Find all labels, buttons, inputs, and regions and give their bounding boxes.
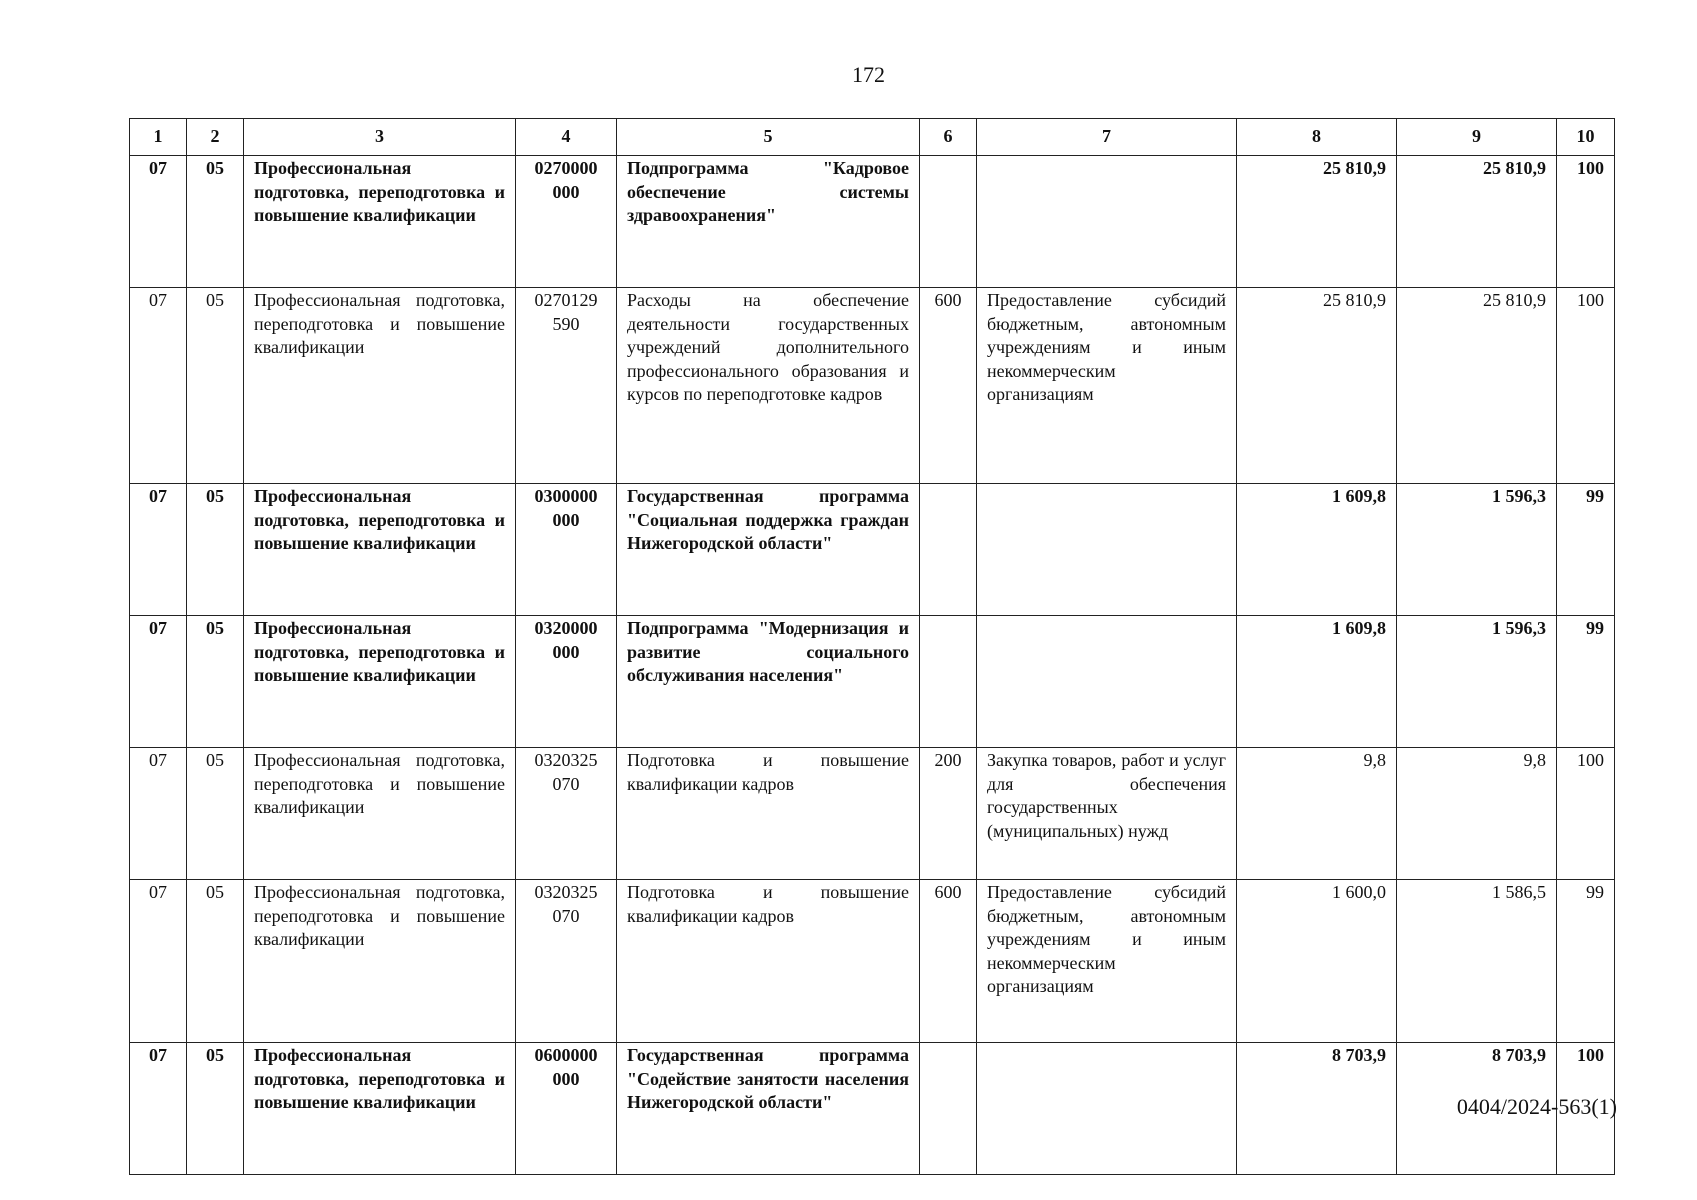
code-cell: 0320000 000 bbox=[516, 616, 617, 748]
fact-amount-cell: 1 596,3 bbox=[1397, 616, 1557, 748]
name-cell: Профессиональная подготовка, переподготовка и повышение квалификации bbox=[244, 616, 516, 748]
description-cell: Подготовка и повышение квалификации кадров bbox=[617, 748, 920, 880]
percent-cell: 99 bbox=[1557, 484, 1615, 616]
percent-cell: 100 bbox=[1557, 748, 1615, 880]
code-cell: 0270000 000 bbox=[516, 156, 617, 288]
plan-amount-cell: 9,8 bbox=[1237, 748, 1397, 880]
budget-table bbox=[129, 118, 1615, 1175]
plan-amount-cell: 1 609,8 bbox=[1237, 484, 1397, 616]
column-header-7: 7 bbox=[977, 119, 1237, 156]
plan-amount-cell: 25 810,9 bbox=[1237, 156, 1397, 288]
expense-type-code-cell bbox=[920, 156, 977, 288]
code-cell: 0270129 590 bbox=[516, 288, 617, 484]
column-header-6: 6 bbox=[920, 119, 977, 156]
percent-cell: 100 bbox=[1557, 1043, 1615, 1175]
name-cell: Профессиональная подготовка, переподготовка и повышение квалификации bbox=[244, 880, 516, 1043]
subsection-cell: 05 bbox=[187, 880, 244, 1043]
table-row bbox=[130, 288, 1615, 484]
fact-amount-cell: 25 810,9 bbox=[1397, 156, 1557, 288]
subsection-cell: 05 bbox=[187, 484, 244, 616]
description-cell: Расходы на обеспечение деятельности государственных учреждений дополнительного профессионального образования и курсов по переподготовке кадров bbox=[617, 288, 920, 484]
expense-type-name-cell: Предоставление субсидий бюджетным, автономным учреждениям и иным некоммерческим организациям bbox=[977, 880, 1237, 1043]
expense-type-name-cell bbox=[977, 616, 1237, 748]
table-row bbox=[130, 156, 1615, 288]
name-cell: Профессиональная подготовка, переподготовка и повышение квалификации bbox=[244, 156, 516, 288]
subsection-cell: 05 bbox=[187, 616, 244, 748]
subsection-cell: 05 bbox=[187, 1043, 244, 1175]
section-cell: 07 bbox=[130, 880, 187, 1043]
description-cell: Подготовка и повышение квалификации кадров bbox=[617, 880, 920, 1043]
percent-cell: 99 bbox=[1557, 616, 1615, 748]
section-cell: 07 bbox=[130, 748, 187, 880]
subsection-cell: 05 bbox=[187, 156, 244, 288]
table-row bbox=[130, 880, 1615, 1043]
description-cell: Государственная программа "Социальная поддержка граждан Нижегородской области" bbox=[617, 484, 920, 616]
expense-type-code-cell: 200 bbox=[920, 748, 977, 880]
code-cell: 0320325 070 bbox=[516, 880, 617, 1043]
section-cell: 07 bbox=[130, 616, 187, 748]
plan-amount-cell: 25 810,9 bbox=[1237, 288, 1397, 484]
plan-amount-cell: 8 703,9 bbox=[1237, 1043, 1397, 1175]
plan-amount-cell: 1 600,0 bbox=[1237, 880, 1397, 1043]
fact-amount-cell: 25 810,9 bbox=[1397, 288, 1557, 484]
document-id: 0404/2024-563(1) bbox=[1456, 1094, 1617, 1119]
expense-type-code-cell bbox=[920, 484, 977, 616]
expense-type-name-cell: Предоставление субсидий бюджетным, автономным учреждениям и иным некоммерческим организациям bbox=[977, 288, 1237, 484]
expense-type-name-cell bbox=[977, 156, 1237, 288]
table-row bbox=[130, 616, 1615, 748]
column-header-5: 5 bbox=[617, 119, 920, 156]
table-row bbox=[130, 1043, 1615, 1175]
table-body bbox=[130, 156, 1615, 1175]
description-cell: Государственная программа "Содействие занятости населения Нижегородской области" bbox=[617, 1043, 920, 1175]
fact-amount-cell: 1 596,3 bbox=[1397, 484, 1557, 616]
expense-type-name-cell bbox=[977, 484, 1237, 616]
column-header-2: 2 bbox=[187, 119, 244, 156]
section-cell: 07 bbox=[130, 484, 187, 616]
table-row bbox=[130, 484, 1615, 616]
expense-type-code-cell: 600 bbox=[920, 288, 977, 484]
description-cell: Подпрограмма "Модернизация и развитие социального обслуживания населения" bbox=[617, 616, 920, 748]
expense-type-code-cell bbox=[920, 616, 977, 748]
section-cell: 07 bbox=[130, 156, 187, 288]
code-cell: 0600000 000 bbox=[516, 1043, 617, 1175]
description-cell: Подпрограмма "Кадровое обеспечение системы здравоохранения" bbox=[617, 156, 920, 288]
header-row bbox=[130, 119, 1615, 156]
fact-amount-cell: 1 586,5 bbox=[1397, 880, 1557, 1043]
expense-type-name-cell: Закупка товаров, работ и услуг для обеспечения государственных (муниципальных) нужд bbox=[977, 748, 1237, 880]
subsection-cell: 05 bbox=[187, 748, 244, 880]
table-row bbox=[130, 748, 1615, 880]
column-header-8: 8 bbox=[1237, 119, 1397, 156]
expense-type-code-cell bbox=[920, 1043, 977, 1175]
fact-amount-cell: 9,8 bbox=[1397, 748, 1557, 880]
name-cell: Профессиональная подготовка, переподготовка и повышение квалификации bbox=[244, 484, 516, 616]
fact-amount-cell: 8 703,9 bbox=[1397, 1043, 1557, 1175]
plan-amount-cell: 1 609,8 bbox=[1237, 616, 1397, 748]
name-cell: Профессиональная подготовка, переподготовка и повышение квалификации bbox=[244, 748, 516, 880]
percent-cell: 99 bbox=[1557, 880, 1615, 1043]
code-cell: 0320325 070 bbox=[516, 748, 617, 880]
column-header-10: 10 bbox=[1557, 119, 1615, 156]
section-cell: 07 bbox=[130, 288, 187, 484]
code-cell: 0300000 000 bbox=[516, 484, 617, 616]
name-cell: Профессиональная подготовка, переподготовка и повышение квалификации bbox=[244, 288, 516, 484]
column-header-1: 1 bbox=[130, 119, 187, 156]
page-number: 172 bbox=[852, 62, 885, 87]
name-cell: Профессиональная подготовка, переподготовка и повышение квалификации bbox=[244, 1043, 516, 1175]
column-header-4: 4 bbox=[516, 119, 617, 156]
expense-type-code-cell: 600 bbox=[920, 880, 977, 1043]
percent-cell: 100 bbox=[1557, 156, 1615, 288]
subsection-cell: 05 bbox=[187, 288, 244, 484]
section-cell: 07 bbox=[130, 1043, 187, 1175]
column-header-9: 9 bbox=[1397, 119, 1557, 156]
percent-cell: 100 bbox=[1557, 288, 1615, 484]
expense-type-name-cell bbox=[977, 1043, 1237, 1175]
column-header-3: 3 bbox=[244, 119, 516, 156]
